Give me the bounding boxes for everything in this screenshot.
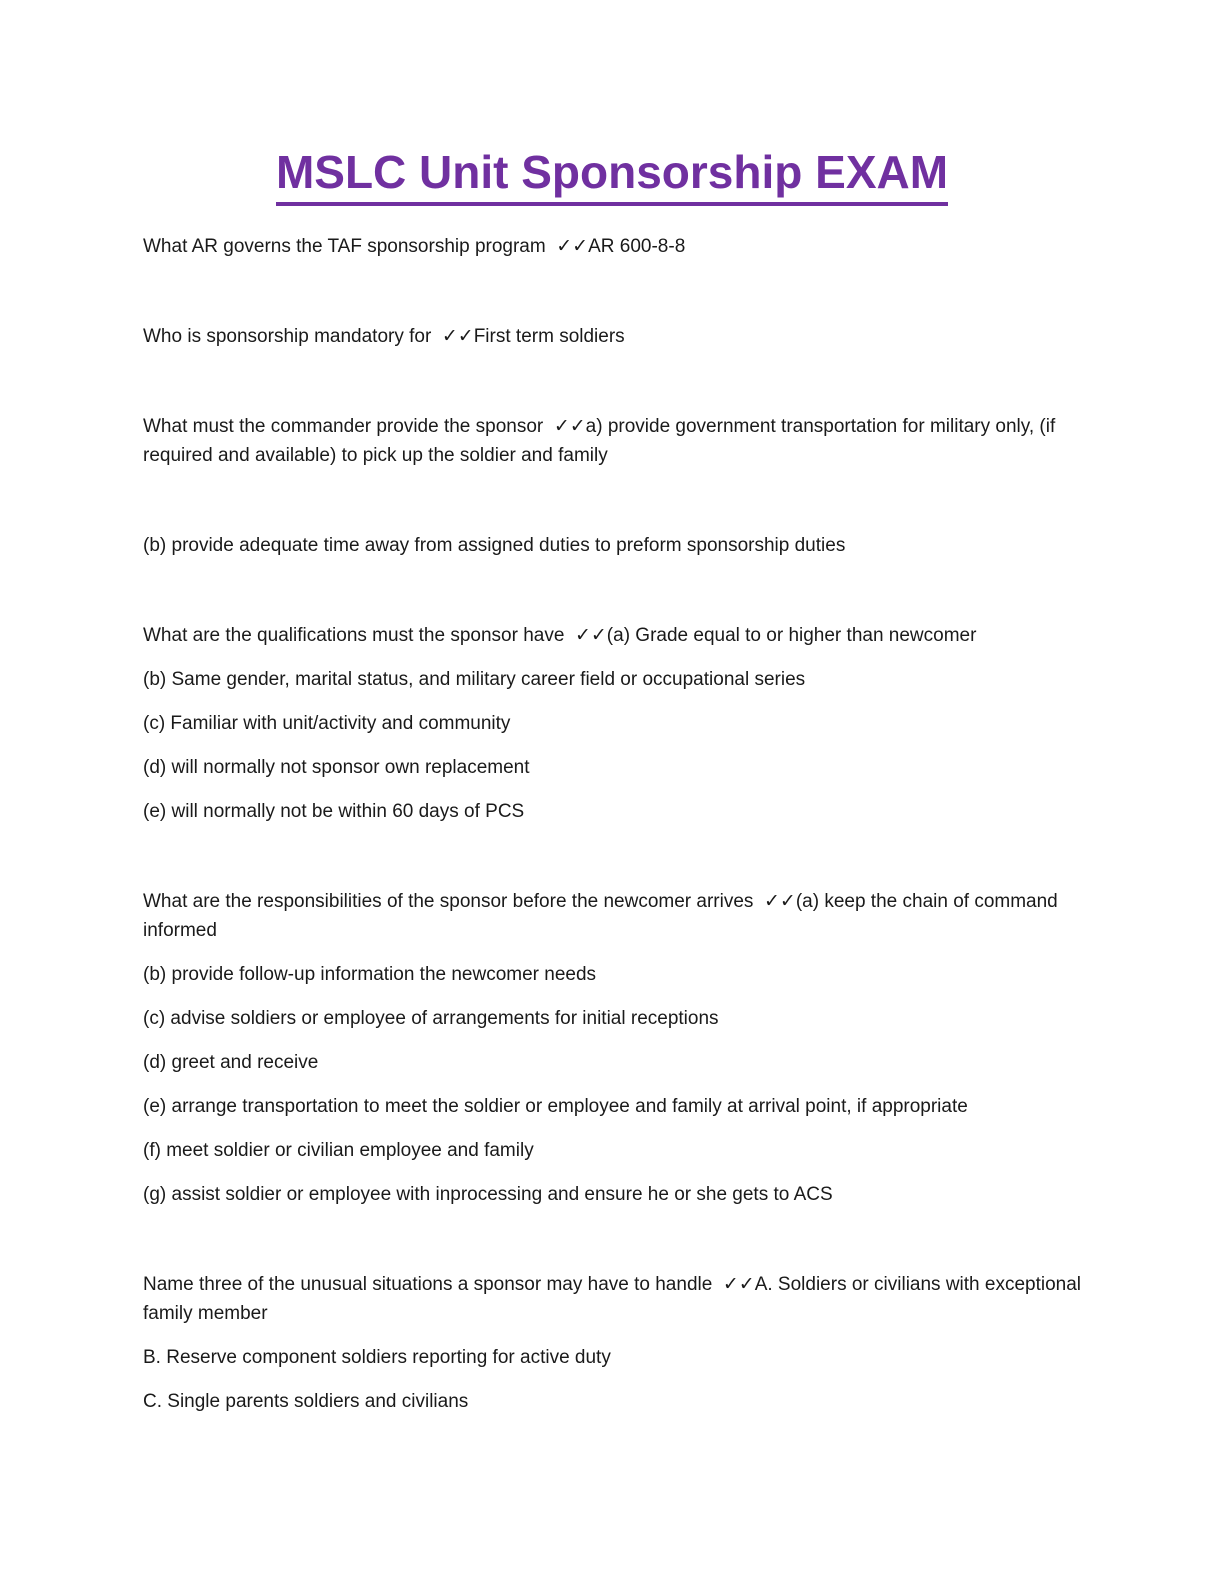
qa-paragraph [143,531,1081,560]
qa-paragraph [143,753,1081,782]
paragraph-text: (e) will normally not be within 60 days of PCS [143,800,525,822]
qa-paragraph [143,797,1081,826]
paragraph-text: (c) Familiar with unit/activity and community [143,712,511,734]
qa-paragraph [143,1048,1081,1077]
answer-checkmarks: ✓✓ [574,624,607,646]
document-title [143,146,1081,206]
answer-checkmarks: ✓✓ [553,415,586,437]
paragraph-text: (d) greet and receive [143,1051,319,1073]
question-text: Who is sponsorship mandatory for [143,325,442,347]
paragraph-text: (g) assist soldier or employee with inprocessing and ensure he or she gets to ACS [143,1183,833,1205]
qa-paragraph [143,1343,1081,1372]
answer-text: (a) keep the chain of command informed [143,890,1064,941]
qa-paragraph [143,960,1081,989]
answer-text: A. Soldiers or civilians with exceptional family member [143,1273,1087,1324]
qa-paragraph [143,322,1081,351]
qa-paragraph [143,887,1081,945]
qa-paragraph [143,709,1081,738]
answer-checkmarks: ✓✓ [722,1273,755,1295]
qa-paragraph [143,665,1081,694]
paragraph-text: (b) provide follow-up information the newcomer needs [143,963,597,985]
paragraph-text: (e) arrange transportation to meet the soldier or employee and family at arrival point, if appropriate [143,1095,968,1117]
paragraph-text: C. Single parents soldiers and civilians [143,1390,469,1412]
paragraph-text: (f) meet soldier or civilian employee and family [143,1139,534,1161]
answer-checkmarks: ✓✓ [441,325,474,347]
paragraph-text: (b) Same gender, marital status, and military career field or occupational series [143,668,806,690]
qa-paragraph [143,1136,1081,1165]
qa-paragraph [143,1387,1081,1416]
document-content [0,146,1224,1416]
qa-paragraph [143,1180,1081,1209]
question-text: What are the qualifications must the sponsor have [143,624,575,646]
qa-paragraph [143,621,1081,650]
question-text: What AR governs the TAF sponsorship program [143,235,557,257]
qa-paragraph [143,1270,1087,1328]
paragraph-text: (b) provide adequate time away from assigned duties to preform sponsorship duties [143,534,846,556]
answer-text: First term soldiers [473,325,625,347]
paragraph-text: B. Reserve component soldiers reporting for active duty [143,1346,611,1368]
answer-text: a) provide government transportation for military only, (if required and available) to pick up the soldier and family [143,415,1061,466]
answer-text: (a) Grade equal to or higher than newcomer [606,624,977,646]
qa-paragraph [143,1004,1081,1033]
question-text: What must the commander provide the sponsor [143,415,554,437]
answer-checkmarks: ✓✓ [556,235,589,257]
qa-paragraph [143,1092,1081,1121]
answer-checkmarks: ✓✓ [763,890,796,912]
document-title-text: MSLC Unit Sponsorship EXAM [276,146,948,206]
question-text: Name three of the unusual situations a sponsor may have to handle [143,1273,723,1295]
answer-text: AR 600-8-8 [588,235,686,257]
paragraph-text: (c) advise soldiers or employee of arrangements for initial receptions [143,1007,719,1029]
qa-paragraph [143,232,1081,261]
qa-paragraph [143,412,1081,470]
question-text: What are the responsibilities of the sponsor before the newcomer arrives [143,890,764,912]
paragraph-text: (d) will normally not sponsor own replacement [143,756,530,778]
